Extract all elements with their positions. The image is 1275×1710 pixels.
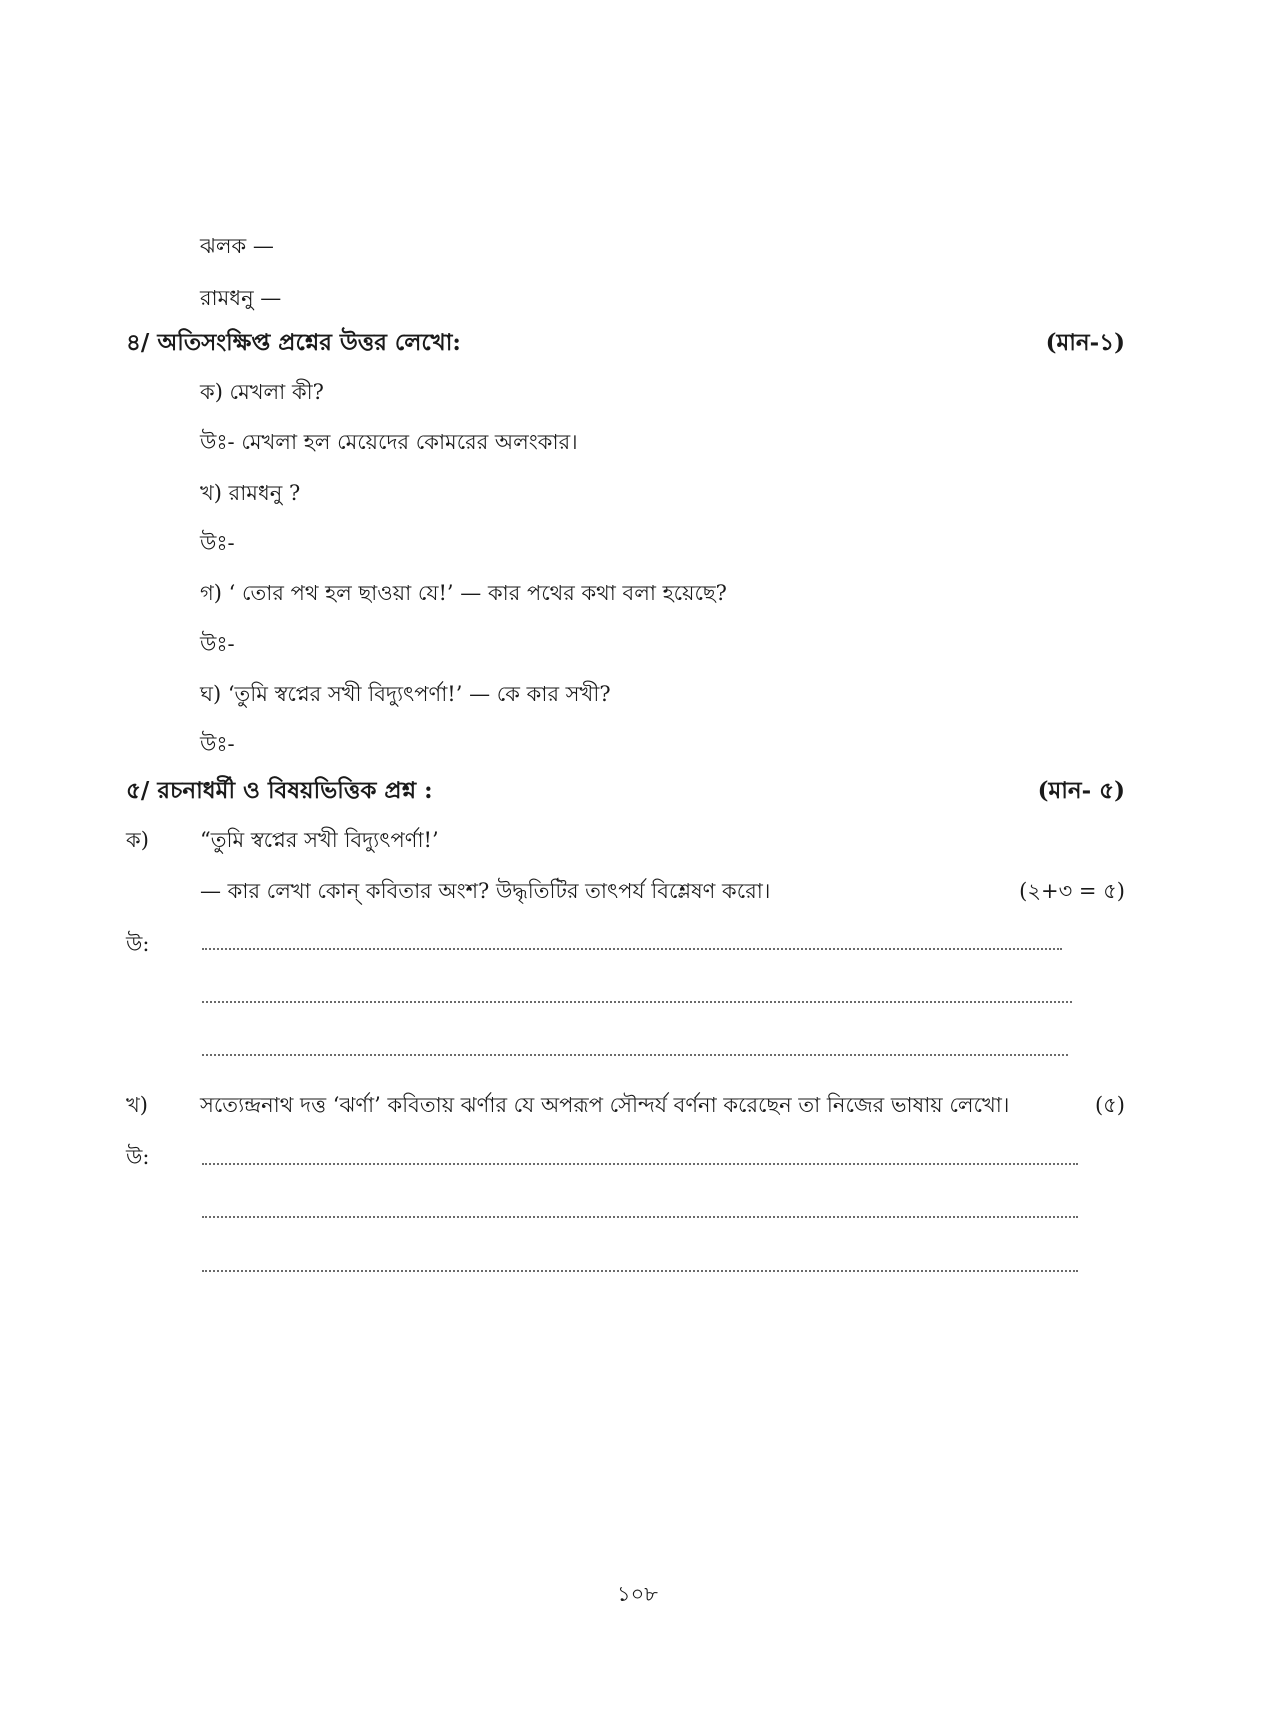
q2-label: খ): [126, 1093, 148, 1117]
q1-answer-line-1[interactable]: [202, 948, 1062, 952]
section4-question-kha: খ) রামধনু ?: [200, 481, 301, 505]
q1-quote: “তুমি স্বপ্নের সখী বিদ্যুৎপর্ণা!’: [200, 828, 439, 852]
q2-question: সত্যেন্দ্রনাথ দত্ত ‘ঝর্ণা’ কবিতায় ঝর্ণার যে অপরূপ সৌন্দর্য বর্ণনা করেছেন তা নিজের ভাষায় লেখো।: [200, 1093, 1010, 1117]
item-jhalak: ঝলক —: [200, 234, 274, 258]
section4-question-gha: ঘ) ‘তুমি স্বপ্নের সখী বিদ্যুৎপর্ণা!’ — কে কার সখী?: [200, 682, 611, 706]
section4-heading: ৪/ অতিসংক্ষিপ্ত প্রশ্নের উত্তর লেখো:: [126, 329, 461, 356]
q1-answer-label: উ:: [126, 932, 150, 956]
q2-answer-label: উ:: [126, 1145, 150, 1169]
q1-answer-line-3[interactable]: [202, 1054, 1068, 1058]
q1-label: ক): [126, 828, 149, 852]
page-number: ১০৮: [617, 1582, 658, 1606]
q2-answer-line-3[interactable]: [202, 1270, 1078, 1274]
q1-answer-line-2[interactable]: [202, 1001, 1072, 1005]
section4-answer-gha: উঃ-: [200, 732, 235, 756]
section4-marks: (মান-১): [1045, 329, 1125, 356]
section4-answer-kha: উঃ-: [200, 531, 235, 555]
q2-answer-line-2[interactable]: [202, 1216, 1078, 1220]
section4-question-ka: ক) মেখলা কী?: [200, 380, 324, 404]
section4-answer-ka: উঃ- মেখলা হল মেয়েদের কোমরের অলংকার।: [200, 430, 578, 454]
item-ramdhanu: রামধনু —: [200, 286, 282, 310]
q2-answer-line-1[interactable]: [202, 1163, 1078, 1167]
q1-question: — কার লেখা কোন্ কবিতার অংশ? উদ্ধৃতিটির তাৎপর্য বিশ্লেষণ করো।: [200, 879, 771, 903]
section4-question-ga: গ) ‘ তোর পথ হল ছাওয়া যে!’ — কার পথের কথা বলা হয়েছে?: [200, 581, 727, 605]
q2-marks: (৫): [1094, 1093, 1125, 1117]
section5-marks: (মান- ৫): [1037, 777, 1125, 804]
section4-answer-ga: উঃ-: [200, 632, 235, 656]
q1-marks: (২+৩ = ৫): [1019, 879, 1125, 903]
section5-heading: ৫/ রচনাধর্মী ও বিষয়ভিত্তিক প্রশ্ন :: [126, 777, 433, 804]
